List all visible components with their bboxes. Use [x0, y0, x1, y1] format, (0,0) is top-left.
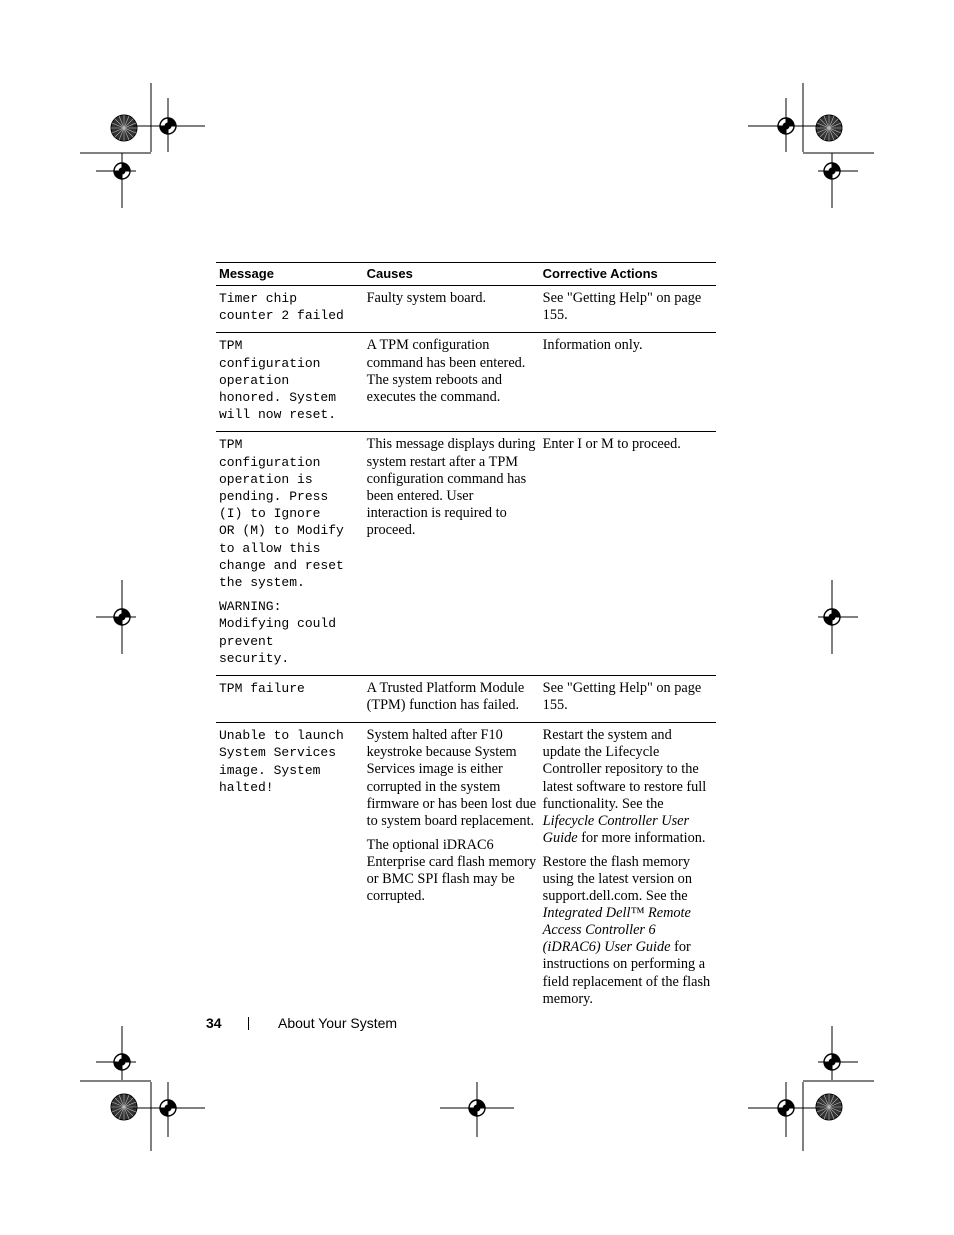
table-header-row — [216, 263, 716, 286]
actions-text-2 — [543, 854, 713, 1008]
actions-cell — [540, 723, 716, 1016]
column-header-message: Message — [216, 263, 364, 286]
table-row — [216, 333, 716, 432]
causes-text: Faulty system board. — [366, 290, 487, 306]
actions-cell — [540, 333, 716, 432]
actions-text — [543, 727, 713, 847]
lifecycle-guide-reference: Lifecycle Controller User Guide — [542, 812, 690, 846]
actions-cell — [540, 432, 716, 676]
causes-text-2: The optional iDRAC6 Enterprise card flash memory or BMC SPI flash may be corrupted. — [366, 836, 537, 905]
causes-cell — [364, 432, 540, 676]
registration-star-icon — [111, 115, 137, 141]
footer-divider — [248, 1017, 249, 1030]
message-text: TPM configuration operation is pending. Press (I) to Ignore OR (M) to Modify to allow this change and reset the system. — [219, 437, 344, 591]
causes-text: System halted after F10 keystroke because System Services image is either corrupted in the system firmware or has been lost due to system board replacement. — [366, 727, 537, 829]
message-text: TPM failure — [219, 681, 305, 697]
message-cell — [216, 723, 364, 1016]
actions-text-plain: Restart the system and update the Lifecycle Controller repository to the latest software to restore full functionality. See the — [542, 727, 707, 812]
actions-text: Information only. — [542, 337, 643, 354]
message-text: Unable to launch System Services image. System halted! — [219, 728, 344, 795]
causes-text: A Trusted Platform Module (TPM) function has failed. — [366, 680, 525, 714]
causes-cell — [364, 676, 540, 723]
page-number: 34 — [206, 1015, 222, 1031]
section-title: About Your System — [278, 1015, 398, 1031]
actions-text-plain: Restore the flash memory using the latest version on support.dell.com. See the — [542, 853, 692, 905]
actions-text-plain: for instructions on performing a field replacement of the flash memory. — [542, 939, 711, 1007]
actions-text: See "Getting Help" on page 155. — [542, 680, 702, 714]
table-row — [216, 676, 716, 723]
message-cell — [216, 676, 364, 723]
actions-text: See "Getting Help" on page 155. — [542, 290, 702, 324]
message-cell — [216, 432, 364, 676]
actions-cell — [540, 676, 716, 723]
causes-text: A TPM configuration command has been entered. The system reboots and executes the command. — [366, 337, 526, 405]
table-row — [216, 723, 716, 1016]
column-header-corrective-actions: Corrective Actions — [540, 263, 716, 286]
column-header-causes: Causes — [364, 263, 540, 286]
actions-text-plain: for more information. — [577, 829, 706, 846]
table-row — [216, 286, 716, 333]
error-message-table — [216, 262, 716, 1016]
idrac-guide-reference: Integrated Dell™ Remote Access Controller 6 (iDRAC6) User Guide — [542, 905, 691, 956]
causes-cell — [364, 333, 540, 432]
message-cell — [216, 286, 364, 333]
message-text: TPM configuration operation honored. System will now reset. — [219, 338, 337, 423]
causes-cell — [364, 286, 540, 333]
causes-text: This message displays during system restart after a TPM configuration command has been entered. User interaction is required to proceed. — [366, 436, 536, 538]
actions-cell — [540, 286, 716, 333]
table-row — [216, 432, 716, 676]
message-text: Timer chip counter 2 failed — [219, 291, 344, 324]
actions-text: Enter I or M to proceed. — [542, 436, 681, 453]
message-cell — [216, 333, 364, 432]
causes-cell — [364, 723, 540, 1016]
warning-text: WARNING: Modifying could prevent security. — [219, 599, 337, 666]
